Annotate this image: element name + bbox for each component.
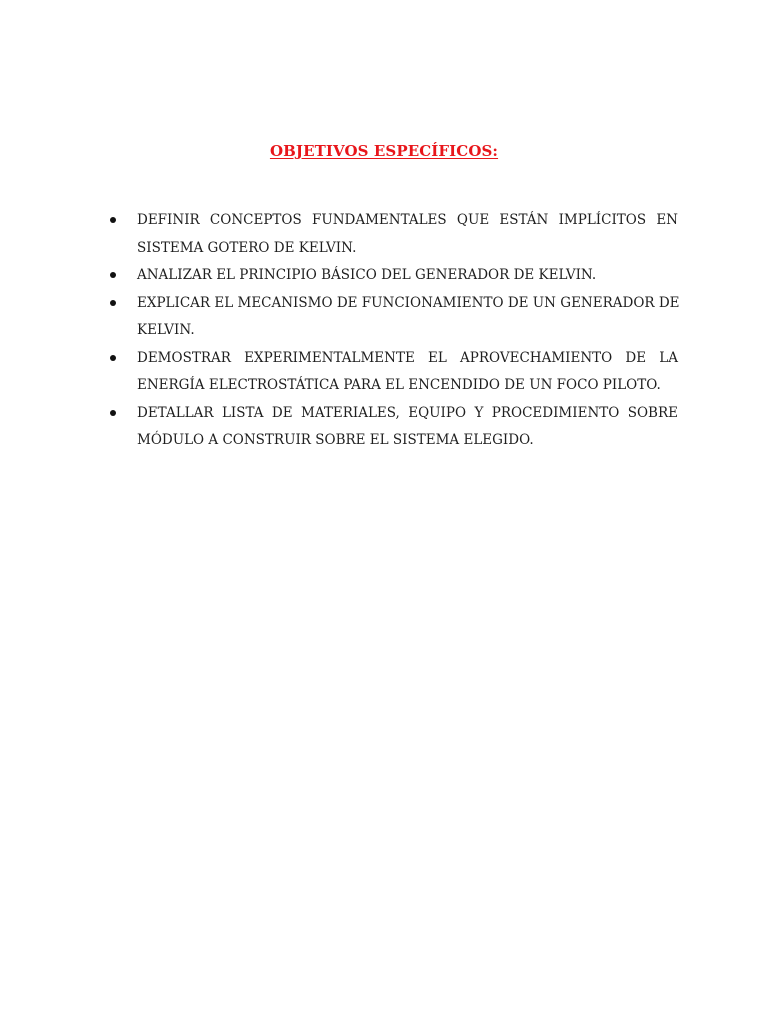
list-item	[108, 345, 678, 400]
bullet-icon	[110, 217, 116, 223]
bullet-icon	[110, 272, 116, 278]
objectives-list	[108, 207, 678, 455]
bullet-icon	[110, 355, 116, 361]
list-item-line: ENERGÍA ELECTROSTÁTICA PARA EL ENCENDIDO DE UN FOCO PILOTO.	[137, 377, 661, 393]
list-item-line: MÓDULO A CONSTRUIR SOBRE EL SISTEMA ELEGIDO.	[137, 432, 534, 448]
list-item	[108, 207, 678, 262]
list-item	[108, 290, 678, 345]
list-item-line: ANALIZAR EL PRINCIPIO BÁSICO DEL GENERADOR DE KELVIN.	[137, 267, 597, 283]
list-item-line: EXPLICAR EL MECANISMO DE FUNCIONAMIENTO DE UN GENERADOR DE	[137, 294, 680, 311]
list-item	[108, 262, 678, 290]
list-item-line: DETALLAR LISTA DE MATERIALES, EQUIPO Y PROCEDIMIENTO SOBRE	[137, 404, 678, 421]
list-item-line: KELVIN.	[137, 322, 195, 338]
list-item	[108, 400, 678, 455]
list-item-line: SISTEMA GOTERO DE KELVIN.	[137, 239, 357, 256]
bullet-icon	[110, 410, 116, 416]
bullet-icon	[110, 300, 116, 306]
list-item-line: DEFINIR CONCEPTOS FUNDAMENTALES QUE ESTÁN IMPLÍCITOS EN	[137, 212, 678, 228]
page-title: OBJETIVOS ESPECÍFICOS:	[269, 142, 499, 160]
list-item-line: DEMOSTRAR EXPERIMENTALMENTE EL APROVECHAMIENTO DE LA	[137, 349, 678, 366]
